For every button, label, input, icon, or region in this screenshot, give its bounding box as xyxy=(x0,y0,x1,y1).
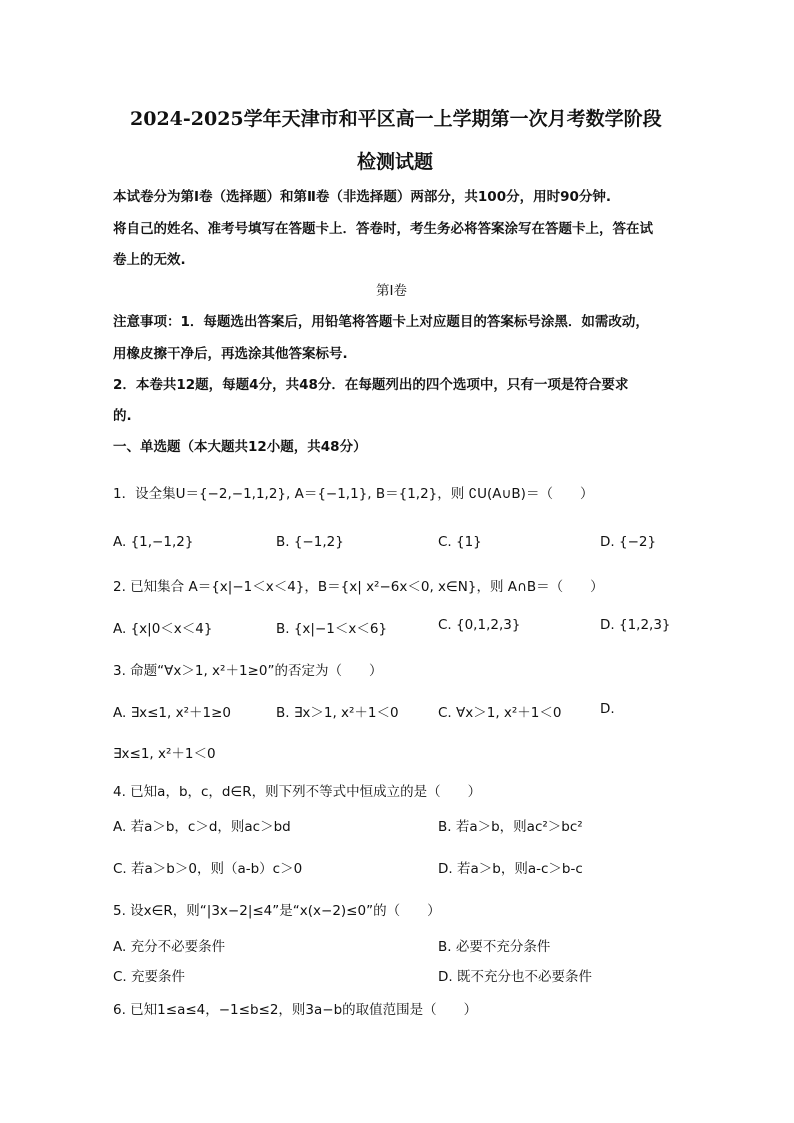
question-3-option-c: C. ∀x＞1, x²＋1＜0 xyxy=(438,705,562,721)
notes-line4: 的. xyxy=(113,408,132,424)
question-4-option-b: B. 若a＞b，则ac²＞bc² xyxy=(438,819,583,835)
intro-line1: 本试卷分为第Ⅰ卷（选择题）和第Ⅱ卷（非选择题）两部分，共100分，用时90分钟. xyxy=(113,189,612,205)
question-1-option-d: D. {−2} xyxy=(600,534,657,550)
notes-line1: 注意事项：1．每题选出答案后，用铅笔将答题卡上对应题目的答案标号涂黑．如需改动， xyxy=(113,314,649,330)
question-3-option-d-content: ∃x≤1, x²＋1＜0 xyxy=(113,746,216,762)
question-2-stem: 2. 已知集合 A＝{x|−1＜x＜4}，B＝{x| x²−6x＜0, x∈N}，则 A∩B＝（ ） xyxy=(113,579,604,595)
question-1-stem: 1．设全集U＝{−2,−1,1,2}, A＝{−1,1}, B＝{1,2}，则 ∁U(A∪B)＝（ ） xyxy=(113,486,594,502)
question-2-option-b: B. {x|−1＜x＜6} xyxy=(276,621,388,637)
question-5-option-d: D. 既不充分也不必要条件 xyxy=(438,969,592,985)
question-3-stem: 3. 命题“∀x＞1, x²＋1≥0”的否定为（ ） xyxy=(113,663,383,679)
question-3-option-b: B. ∃x＞1, x²＋1＜0 xyxy=(276,705,399,721)
question-4-option-a: A. 若a＞b，c＞d，则ac＞bd xyxy=(113,819,291,835)
section-label: 第Ⅰ卷 xyxy=(376,283,407,299)
question-1-option-c: C. {1} xyxy=(438,534,482,550)
notes-line3: 2．本卷共12题，每题4分，共48分．在每题列出的四个选项中，只有一项是符合要求 xyxy=(113,377,629,393)
exam-title-line2: 检测试题 xyxy=(357,151,434,173)
question-5-option-b: B. 必要不充分条件 xyxy=(438,939,551,955)
exam-title-line1: 2024-2025学年天津市和平区高一上学期第一次月考数学阶段 xyxy=(130,108,662,130)
question-3-option-d: D. xyxy=(600,701,615,717)
intro-line2: 将自己的姓名、准考号填写在答题卡上．答卷时，考生务必将答案涂写在答题卡上，答在试 xyxy=(113,221,653,237)
question-5-option-c: C. 充要条件 xyxy=(113,969,186,985)
notes-line2: 用橡皮擦干净后，再选涂其他答案标号. xyxy=(113,346,348,362)
question-2-option-a: A. {x|0＜x＜4} xyxy=(113,621,213,637)
question-5-option-a: A. 充分不必要条件 xyxy=(113,939,226,955)
question-1-option-b: B. {−1,2} xyxy=(276,534,344,550)
question-1-option-a: A. {1,−1,2} xyxy=(113,534,194,550)
question-4-option-d: D. 若a＞b，则a-c＞b-c xyxy=(438,861,583,877)
question-4-option-c: C. 若a＞b＞0，则（a-b）c＞0 xyxy=(113,861,303,877)
intro-line3: 卷上的无效. xyxy=(113,252,186,268)
question-3-option-a: A. ∃x≤1, x²＋1≥0 xyxy=(113,705,231,721)
question-6-stem: 6. 已知1≤a≤4，−1≤b≤2，则3a−b的取值范围是（ ） xyxy=(113,1002,478,1018)
question-2-option-c: C. {0,1,2,3} xyxy=(438,617,521,633)
part-heading: 一、单选题（本大题共12小题，共48分） xyxy=(113,439,367,455)
question-2-option-d: D. {1,2,3} xyxy=(600,617,671,633)
question-4-stem: 4. 已知a，b，c，d∈R，则下列不等式中恒成立的是（ ） xyxy=(113,784,482,800)
question-5-stem: 5. 设x∈R，则“|3x−2|≤4”是“x(x−2)≤0”的（ ） xyxy=(113,903,441,919)
